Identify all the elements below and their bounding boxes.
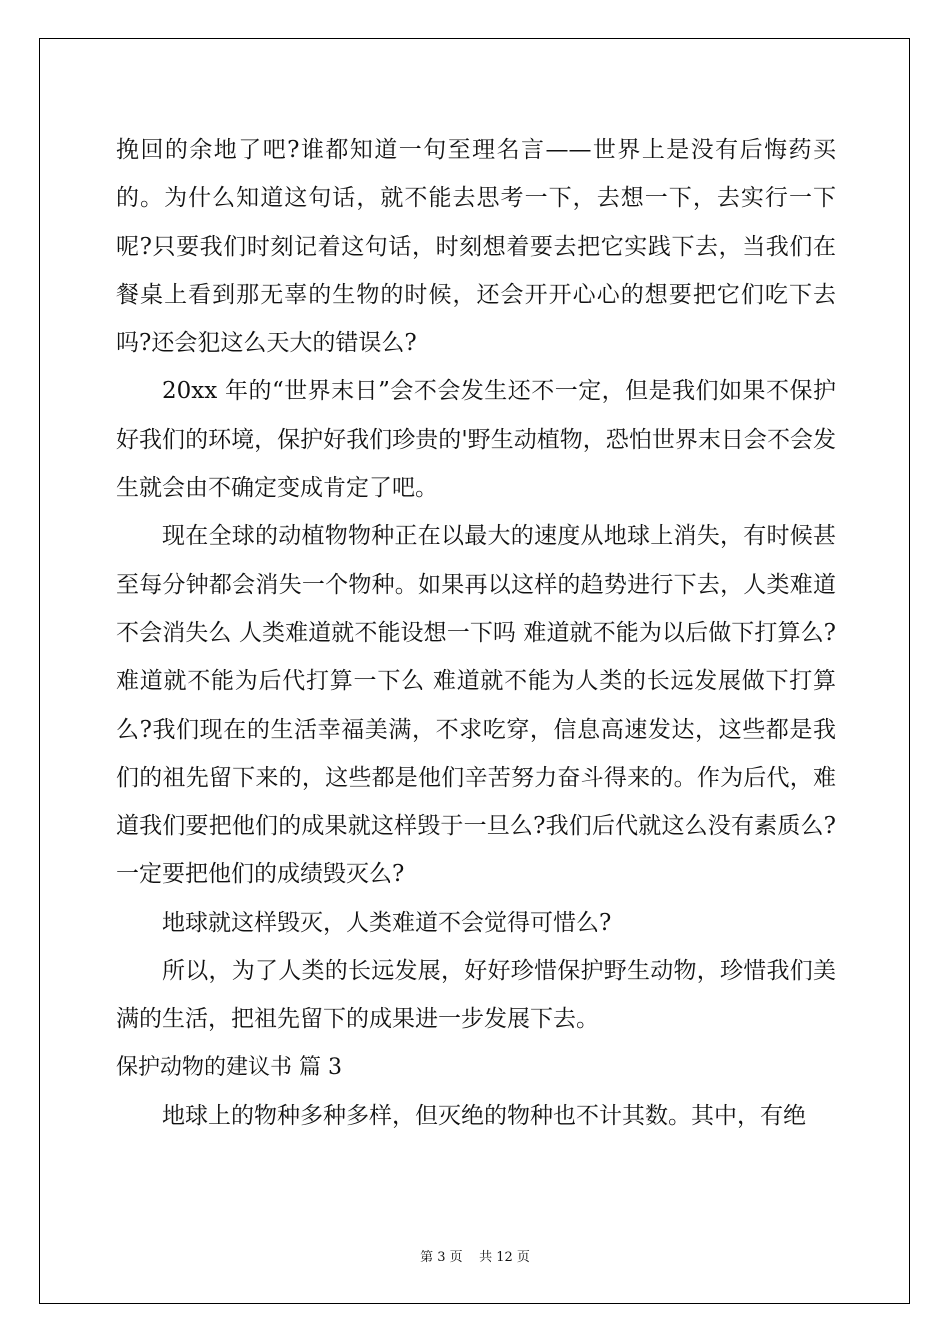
paragraph-species-loss: 现在全球的动植物物种正在以最大的速度从地球上消失，有时候甚至每分钟都会消失一个物种。如果再以这样的趋势进行下去，人类难道不会消失么 人类难道就不能设想一下吗 难道就不能为以后做下打算么?难道就不能为后代打算一下么 难道就不能为人类的长远发展做下打算么?我们现在的生活幸福美满，不求吃穿，信息高速发达，这些都是我们的祖先留下来的，这些都是他们辛苦努力奋斗得来的。作为后代，难道我们要把他们的成果就这样毁于一旦么?我们后代就这么没有素质么?一定要把他们的成绩毁灭么? <box>116 523 836 888</box>
paragraph-earth-destruction: 地球就这样毁灭，人类难道不会觉得可惜么? <box>162 909 612 936</box>
paragraph-continued: 挽回的余地了吧?谁都知道一句至理名言——世界上是没有后悔药买的。为什么知道这句话，就不能去思考一下，去想一下，去实行一下呢?只要我们时刻记着这句话，时刻想着要去把它实践下去，当我们在餐桌上看到那无辜的生物的时候，还会开开心心的想要把它们吃下去吗?还会犯这么天大的错误么? <box>116 137 836 357</box>
page-footer: 第 3 页 共 12 页 <box>420 1250 530 1265</box>
paragraph-world-end: 20xx 年的“世界末日”会不会发生还不一定，但是我们如果不保护好我们的环境，保护好我们珍贵的'野生动植物，恐怕世界末日会不会发生就会由不确定变成肯定了吧。 <box>116 378 836 502</box>
paragraph-section3-start: 地球上的物种多种多样，但灭绝的物种也不计其数。其中，有绝 <box>162 1102 806 1129</box>
section-heading: 保护动物的建议书 篇 3 <box>116 1054 342 1080</box>
paragraph-conclusion: 所以，为了人类的长远发展，好好珍惜保护野生动物，珍惜我们美满的生活，把祖先留下的成果进一步发展下去。 <box>116 958 836 1033</box>
document-body <box>116 126 836 1140</box>
